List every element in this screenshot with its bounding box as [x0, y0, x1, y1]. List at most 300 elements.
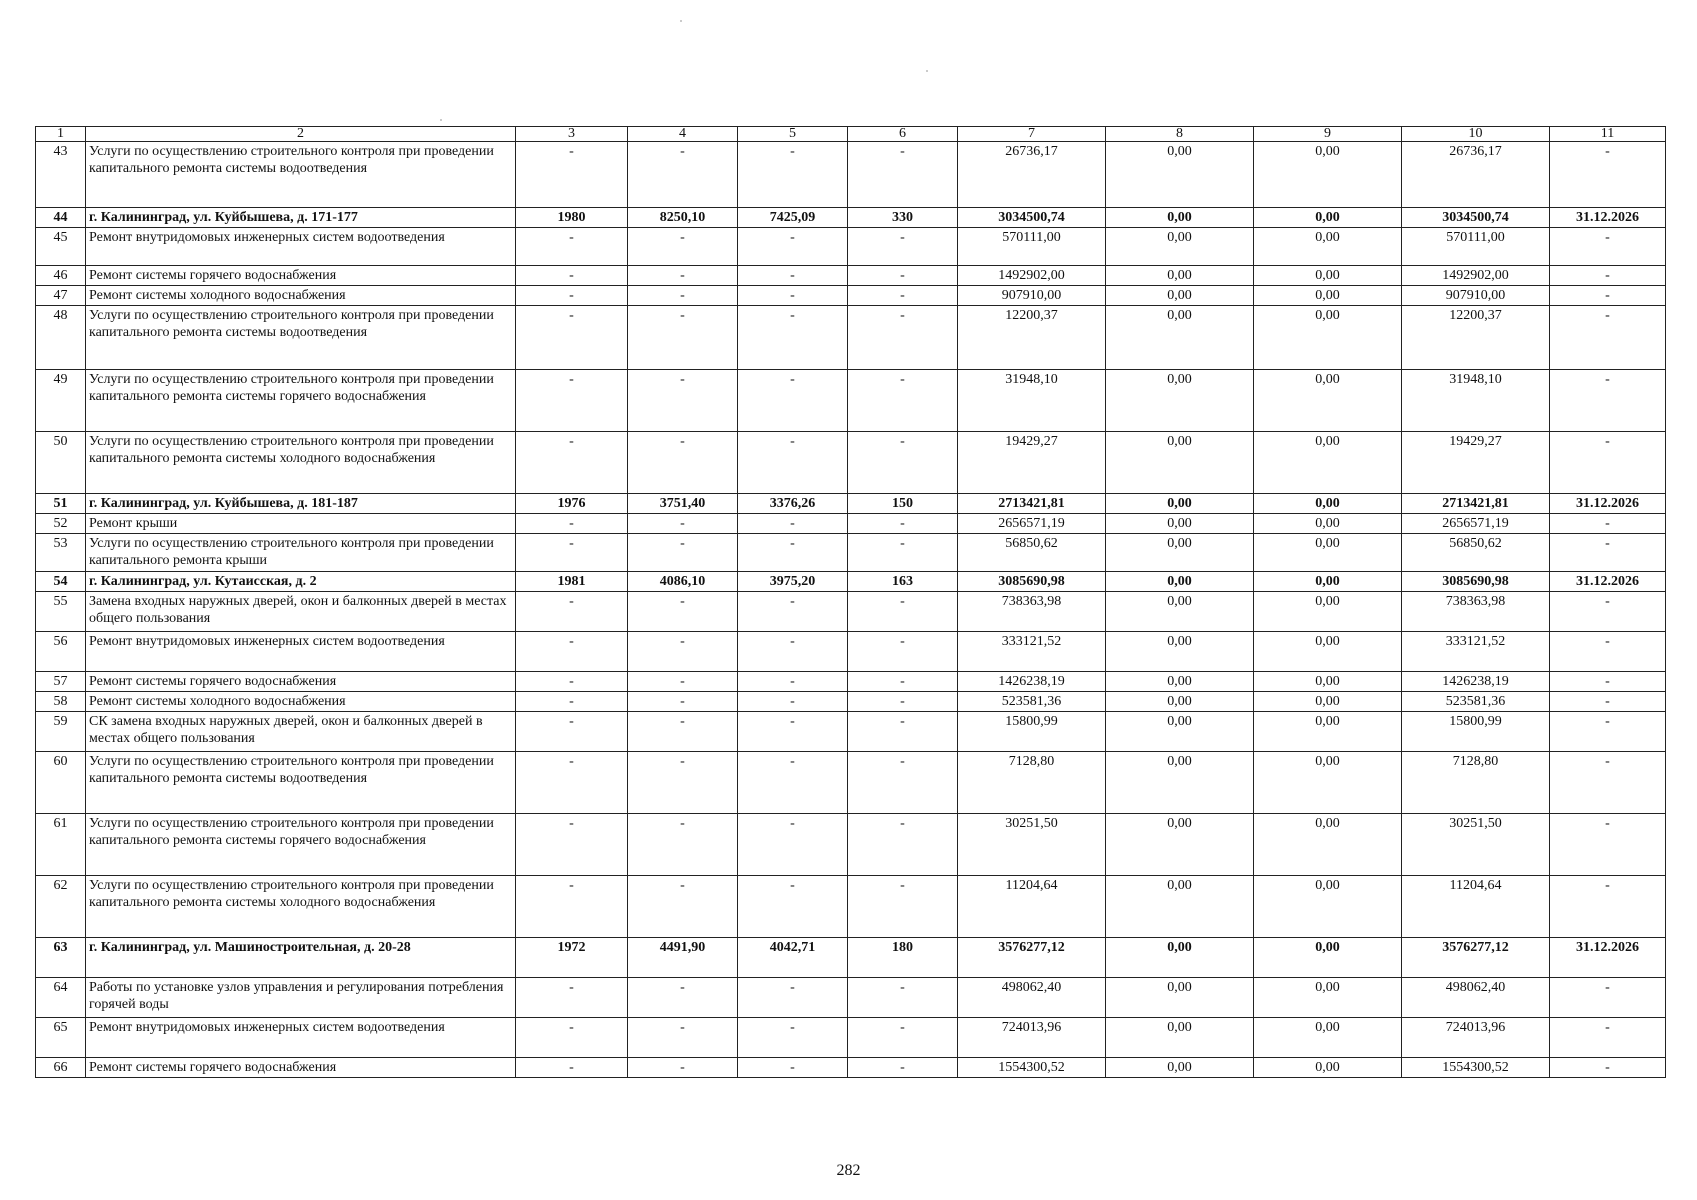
- year-cell: -: [516, 306, 628, 370]
- total-area-cell: -: [628, 514, 738, 534]
- row-number-cell: 52: [36, 514, 86, 534]
- fund-cost-cell: 3085690,98: [1402, 572, 1550, 592]
- living-area-cell: -: [738, 752, 848, 814]
- residents-cell: -: [848, 692, 958, 712]
- row-number-cell: 43: [36, 142, 86, 208]
- zero-cost-cell: 0,00: [1254, 514, 1402, 534]
- total-cost-cell: 12200,37: [958, 306, 1106, 370]
- zero-cost-cell: 0,00: [1106, 370, 1254, 432]
- residents-cell: -: [848, 266, 958, 286]
- year-cell: -: [516, 814, 628, 876]
- residents-cell: -: [848, 978, 958, 1018]
- fund-cost-cell: 30251,50: [1402, 814, 1550, 876]
- zero-cost-cell: 0,00: [1254, 712, 1402, 752]
- fund-cost-cell: 738363,98: [1402, 592, 1550, 632]
- total-cost-cell: 19429,27: [958, 432, 1106, 494]
- work-name-cell: г. Калининград, ул. Куйбышева, д. 171-177: [86, 208, 516, 228]
- residents-cell: -: [848, 286, 958, 306]
- total-cost-cell: 523581,36: [958, 692, 1106, 712]
- zero-cost-cell: 0,00: [1254, 572, 1402, 592]
- living-area-cell: -: [738, 370, 848, 432]
- residents-cell: -: [848, 752, 958, 814]
- page-number: 282: [836, 1162, 861, 1179]
- work-name-cell: СК замена входных наружных дверей, окон и балконных дверей в местах общего пользования: [86, 712, 516, 752]
- work-row: [36, 306, 1666, 370]
- zero-cost-cell: 0,00: [1106, 592, 1254, 632]
- work-name-cell: Ремонт внутридомовых инженерных систем водоотведения: [86, 632, 516, 672]
- total-cost-cell: 1554300,52: [958, 1058, 1106, 1078]
- year-cell: -: [516, 432, 628, 494]
- year-cell: -: [516, 672, 628, 692]
- year-cell: 1981: [516, 572, 628, 592]
- residents-cell: -: [848, 876, 958, 938]
- residents-cell: 150: [848, 494, 958, 514]
- residents-cell: -: [848, 432, 958, 494]
- column-number: 5: [738, 127, 848, 142]
- address-row: [36, 494, 1666, 514]
- work-row: [36, 286, 1666, 306]
- living-area-cell: -: [738, 712, 848, 752]
- total-area-cell: -: [628, 752, 738, 814]
- work-row: [36, 978, 1666, 1018]
- total-area-cell: -: [628, 672, 738, 692]
- total-cost-cell: 3576277,12: [958, 938, 1106, 978]
- total-cost-cell: 11204,64: [958, 876, 1106, 938]
- residents-cell: -: [848, 370, 958, 432]
- deadline-cell: -: [1550, 228, 1666, 266]
- year-cell: 1980: [516, 208, 628, 228]
- residents-cell: -: [848, 534, 958, 572]
- work-row: [36, 1018, 1666, 1058]
- fund-cost-cell: 523581,36: [1402, 692, 1550, 712]
- row-number-cell: 51: [36, 494, 86, 514]
- column-number: 2: [86, 127, 516, 142]
- fund-cost-cell: 19429,27: [1402, 432, 1550, 494]
- year-cell: -: [516, 876, 628, 938]
- living-area-cell: -: [738, 514, 848, 534]
- deadline-cell: -: [1550, 814, 1666, 876]
- residents-cell: -: [848, 592, 958, 632]
- fund-cost-cell: 26736,17: [1402, 142, 1550, 208]
- year-cell: -: [516, 712, 628, 752]
- deadline-cell: 31.12.2026: [1550, 208, 1666, 228]
- residents-cell: -: [848, 1058, 958, 1078]
- zero-cost-cell: 0,00: [1254, 1018, 1402, 1058]
- work-name-cell: Услуги по осуществлению строительного контроля при проведении капитального ремонта системы водоотведения: [86, 142, 516, 208]
- column-number: 1: [36, 127, 86, 142]
- zero-cost-cell: 0,00: [1106, 494, 1254, 514]
- zero-cost-cell: 0,00: [1106, 266, 1254, 286]
- total-area-cell: -: [628, 814, 738, 876]
- total-area-cell: -: [628, 266, 738, 286]
- deadline-cell: -: [1550, 978, 1666, 1018]
- column-number: 3: [516, 127, 628, 142]
- deadline-cell: -: [1550, 1058, 1666, 1078]
- zero-cost-cell: 0,00: [1254, 286, 1402, 306]
- total-cost-cell: 907910,00: [958, 286, 1106, 306]
- total-cost-cell: 15800,99: [958, 712, 1106, 752]
- total-area-cell: 8250,10: [628, 208, 738, 228]
- work-name-cell: г. Калининград, ул. Куйбышева, д. 181-187: [86, 494, 516, 514]
- deadline-cell: -: [1550, 266, 1666, 286]
- zero-cost-cell: 0,00: [1106, 142, 1254, 208]
- fund-cost-cell: 724013,96: [1402, 1018, 1550, 1058]
- year-cell: -: [516, 266, 628, 286]
- living-area-cell: 3376,26: [738, 494, 848, 514]
- year-cell: -: [516, 1058, 628, 1078]
- residents-cell: -: [848, 814, 958, 876]
- zero-cost-cell: 0,00: [1106, 752, 1254, 814]
- zero-cost-cell: 0,00: [1106, 1018, 1254, 1058]
- zero-cost-cell: 0,00: [1254, 208, 1402, 228]
- living-area-cell: -: [738, 632, 848, 672]
- work-row: [36, 876, 1666, 938]
- fund-cost-cell: 907910,00: [1402, 286, 1550, 306]
- scan-artifact: [680, 20, 682, 22]
- living-area-cell: -: [738, 814, 848, 876]
- work-name-cell: Ремонт системы холодного водоснабжения: [86, 286, 516, 306]
- deadline-cell: -: [1550, 592, 1666, 632]
- year-cell: 1972: [516, 938, 628, 978]
- zero-cost-cell: 0,00: [1254, 534, 1402, 572]
- zero-cost-cell: 0,00: [1106, 306, 1254, 370]
- zero-cost-cell: 0,00: [1106, 572, 1254, 592]
- residents-cell: -: [848, 228, 958, 266]
- deadline-cell: -: [1550, 1018, 1666, 1058]
- work-row: [36, 752, 1666, 814]
- row-number-cell: 44: [36, 208, 86, 228]
- total-cost-cell: 498062,40: [958, 978, 1106, 1018]
- column-number: 11: [1550, 127, 1666, 142]
- fund-cost-cell: 2713421,81: [1402, 494, 1550, 514]
- living-area-cell: -: [738, 1058, 848, 1078]
- row-number-cell: 59: [36, 712, 86, 752]
- zero-cost-cell: 0,00: [1106, 286, 1254, 306]
- residents-cell: 330: [848, 208, 958, 228]
- zero-cost-cell: 0,00: [1254, 142, 1402, 208]
- zero-cost-cell: 0,00: [1254, 632, 1402, 672]
- total-area-cell: 4086,10: [628, 572, 738, 592]
- residents-cell: 163: [848, 572, 958, 592]
- work-name-cell: Ремонт внутридомовых инженерных систем водоотведения: [86, 1018, 516, 1058]
- fund-cost-cell: 11204,64: [1402, 876, 1550, 938]
- total-cost-cell: 1492902,00: [958, 266, 1106, 286]
- work-name-cell: Ремонт внутридомовых инженерных систем водоотведения: [86, 228, 516, 266]
- work-name-cell: Ремонт крыши: [86, 514, 516, 534]
- work-row: [36, 814, 1666, 876]
- zero-cost-cell: 0,00: [1106, 514, 1254, 534]
- scan-artifact: [926, 70, 928, 72]
- zero-cost-cell: 0,00: [1254, 494, 1402, 514]
- zero-cost-cell: 0,00: [1254, 814, 1402, 876]
- work-row: [36, 432, 1666, 494]
- total-area-cell: -: [628, 432, 738, 494]
- zero-cost-cell: 0,00: [1254, 306, 1402, 370]
- deadline-cell: -: [1550, 286, 1666, 306]
- column-number: 6: [848, 127, 958, 142]
- total-cost-cell: 26736,17: [958, 142, 1106, 208]
- year-cell: -: [516, 632, 628, 672]
- living-area-cell: 7425,09: [738, 208, 848, 228]
- column-number: 10: [1402, 127, 1550, 142]
- deadline-cell: -: [1550, 752, 1666, 814]
- zero-cost-cell: 0,00: [1106, 876, 1254, 938]
- total-area-cell: -: [628, 286, 738, 306]
- fund-cost-cell: 1426238,19: [1402, 672, 1550, 692]
- zero-cost-cell: 0,00: [1106, 632, 1254, 672]
- address-row: [36, 572, 1666, 592]
- deadline-cell: -: [1550, 632, 1666, 672]
- total-area-cell: -: [628, 692, 738, 712]
- living-area-cell: -: [738, 978, 848, 1018]
- total-cost-cell: 1426238,19: [958, 672, 1106, 692]
- living-area-cell: -: [738, 1018, 848, 1058]
- living-area-cell: -: [738, 432, 848, 494]
- residents-cell: -: [848, 306, 958, 370]
- row-number-cell: 60: [36, 752, 86, 814]
- row-number-cell: 61: [36, 814, 86, 876]
- zero-cost-cell: 0,00: [1254, 1058, 1402, 1078]
- total-area-cell: -: [628, 534, 738, 572]
- work-name-cell: Ремонт системы холодного водоснабжения: [86, 692, 516, 712]
- deadline-cell: -: [1550, 534, 1666, 572]
- total-cost-cell: 30251,50: [958, 814, 1106, 876]
- living-area-cell: -: [738, 306, 848, 370]
- work-row: [36, 692, 1666, 712]
- work-name-cell: Замена входных наружных дверей, окон и балконных дверей в местах общего пользования: [86, 592, 516, 632]
- deadline-cell: -: [1550, 672, 1666, 692]
- total-cost-cell: 3034500,74: [958, 208, 1106, 228]
- residents-cell: -: [848, 142, 958, 208]
- living-area-cell: -: [738, 672, 848, 692]
- residents-cell: -: [848, 632, 958, 672]
- address-row: [36, 938, 1666, 978]
- row-number-cell: 64: [36, 978, 86, 1018]
- deadline-cell: -: [1550, 514, 1666, 534]
- total-cost-cell: 570111,00: [958, 228, 1106, 266]
- total-area-cell: -: [628, 632, 738, 672]
- work-row: [36, 266, 1666, 286]
- column-number: 7: [958, 127, 1106, 142]
- row-number-cell: 45: [36, 228, 86, 266]
- residents-cell: -: [848, 1018, 958, 1058]
- total-area-cell: -: [628, 712, 738, 752]
- year-cell: -: [516, 534, 628, 572]
- zero-cost-cell: 0,00: [1106, 432, 1254, 494]
- row-number-cell: 53: [36, 534, 86, 572]
- total-area-cell: -: [628, 876, 738, 938]
- year-cell: -: [516, 370, 628, 432]
- fund-cost-cell: 498062,40: [1402, 978, 1550, 1018]
- living-area-cell: 3975,20: [738, 572, 848, 592]
- work-name-cell: г. Калининград, ул. Машиностроительная, д. 20-28: [86, 938, 516, 978]
- work-name-cell: Услуги по осуществлению строительного контроля при проведении капитального ремонта крыши: [86, 534, 516, 572]
- row-number-cell: 63: [36, 938, 86, 978]
- work-name-cell: Ремонт системы горячего водоснабжения: [86, 266, 516, 286]
- deadline-cell: -: [1550, 692, 1666, 712]
- row-number-cell: 56: [36, 632, 86, 672]
- work-row: [36, 228, 1666, 266]
- zero-cost-cell: 0,00: [1106, 938, 1254, 978]
- work-name-cell: Услуги по осуществлению строительного контроля при проведении капитального ремонта системы холодного водоснабжения: [86, 876, 516, 938]
- work-row: [36, 632, 1666, 672]
- zero-cost-cell: 0,00: [1106, 1058, 1254, 1078]
- column-number: 9: [1254, 127, 1402, 142]
- residents-cell: -: [848, 514, 958, 534]
- work-row: [36, 672, 1666, 692]
- zero-cost-cell: 0,00: [1254, 938, 1402, 978]
- total-area-cell: -: [628, 978, 738, 1018]
- year-cell: -: [516, 1018, 628, 1058]
- total-area-cell: -: [628, 306, 738, 370]
- residents-cell: 180: [848, 938, 958, 978]
- column-number-row: [36, 127, 1666, 142]
- total-area-cell: 4491,90: [628, 938, 738, 978]
- deadline-cell: -: [1550, 370, 1666, 432]
- column-number: 4: [628, 127, 738, 142]
- deadline-cell: 31.12.2026: [1550, 572, 1666, 592]
- zero-cost-cell: 0,00: [1106, 692, 1254, 712]
- work-row: [36, 142, 1666, 208]
- row-number-cell: 55: [36, 592, 86, 632]
- living-area-cell: -: [738, 592, 848, 632]
- deadline-cell: -: [1550, 712, 1666, 752]
- total-cost-cell: 738363,98: [958, 592, 1106, 632]
- living-area-cell: -: [738, 266, 848, 286]
- fund-cost-cell: 1554300,52: [1402, 1058, 1550, 1078]
- zero-cost-cell: 0,00: [1254, 228, 1402, 266]
- work-name-cell: Услуги по осуществлению строительного контроля при проведении капитального ремонта системы холодного водоснабжения: [86, 432, 516, 494]
- total-area-cell: -: [628, 1018, 738, 1058]
- row-number-cell: 54: [36, 572, 86, 592]
- total-cost-cell: 31948,10: [958, 370, 1106, 432]
- row-number-cell: 65: [36, 1018, 86, 1058]
- living-area-cell: -: [738, 286, 848, 306]
- deadline-cell: 31.12.2026: [1550, 494, 1666, 514]
- fund-cost-cell: 1492902,00: [1402, 266, 1550, 286]
- zero-cost-cell: 0,00: [1254, 592, 1402, 632]
- zero-cost-cell: 0,00: [1254, 752, 1402, 814]
- row-number-cell: 66: [36, 1058, 86, 1078]
- work-name-cell: Услуги по осуществлению строительного контроля при проведении капитального ремонта системы горячего водоснабжения: [86, 370, 516, 432]
- year-cell: -: [516, 752, 628, 814]
- deadline-cell: 31.12.2026: [1550, 938, 1666, 978]
- fund-cost-cell: 56850,62: [1402, 534, 1550, 572]
- zero-cost-cell: 0,00: [1106, 814, 1254, 876]
- year-cell: 1976: [516, 494, 628, 514]
- deadline-cell: -: [1550, 876, 1666, 938]
- work-name-cell: г. Калининград, ул. Кутаисская, д. 2: [86, 572, 516, 592]
- zero-cost-cell: 0,00: [1254, 672, 1402, 692]
- deadline-cell: -: [1550, 142, 1666, 208]
- residents-cell: -: [848, 672, 958, 692]
- row-number-cell: 57: [36, 672, 86, 692]
- year-cell: -: [516, 142, 628, 208]
- work-name-cell: Услуги по осуществлению строительного контроля при проведении капитального ремонта системы горячего водоснабжения: [86, 814, 516, 876]
- total-cost-cell: 3085690,98: [958, 572, 1106, 592]
- fund-cost-cell: 31948,10: [1402, 370, 1550, 432]
- row-number-cell: 47: [36, 286, 86, 306]
- living-area-cell: -: [738, 228, 848, 266]
- zero-cost-cell: 0,00: [1254, 876, 1402, 938]
- living-area-cell: -: [738, 534, 848, 572]
- living-area-cell: 4042,71: [738, 938, 848, 978]
- zero-cost-cell: 0,00: [1106, 228, 1254, 266]
- row-number-cell: 50: [36, 432, 86, 494]
- fund-cost-cell: 3034500,74: [1402, 208, 1550, 228]
- zero-cost-cell: 0,00: [1106, 978, 1254, 1018]
- total-area-cell: -: [628, 370, 738, 432]
- work-name-cell: Работы по установке узлов управления и регулирования потребления горячей воды: [86, 978, 516, 1018]
- address-row: [36, 208, 1666, 228]
- total-cost-cell: 2713421,81: [958, 494, 1106, 514]
- work-row: [36, 534, 1666, 572]
- total-cost-cell: 2656571,19: [958, 514, 1106, 534]
- fund-cost-cell: 570111,00: [1402, 228, 1550, 266]
- living-area-cell: -: [738, 692, 848, 712]
- zero-cost-cell: 0,00: [1106, 672, 1254, 692]
- living-area-cell: -: [738, 142, 848, 208]
- residents-cell: -: [848, 712, 958, 752]
- work-name-cell: Ремонт системы горячего водоснабжения: [86, 672, 516, 692]
- year-cell: -: [516, 592, 628, 632]
- deadline-cell: -: [1550, 306, 1666, 370]
- fund-cost-cell: 15800,99: [1402, 712, 1550, 752]
- total-cost-cell: 56850,62: [958, 534, 1106, 572]
- row-number-cell: 58: [36, 692, 86, 712]
- scan-artifact: [440, 119, 442, 121]
- year-cell: -: [516, 692, 628, 712]
- document-table-container: [35, 126, 1665, 1078]
- total-area-cell: -: [628, 228, 738, 266]
- row-number-cell: 49: [36, 370, 86, 432]
- total-cost-cell: 7128,80: [958, 752, 1106, 814]
- zero-cost-cell: 0,00: [1106, 208, 1254, 228]
- fund-cost-cell: 2656571,19: [1402, 514, 1550, 534]
- total-area-cell: 3751,40: [628, 494, 738, 514]
- row-number-cell: 46: [36, 266, 86, 286]
- total-cost-cell: 333121,52: [958, 632, 1106, 672]
- zero-cost-cell: 0,00: [1106, 712, 1254, 752]
- work-row: [36, 370, 1666, 432]
- work-name-cell: Услуги по осуществлению строительного контроля при проведении капитального ремонта системы водоотведения: [86, 306, 516, 370]
- work-row: [36, 712, 1666, 752]
- zero-cost-cell: 0,00: [1254, 432, 1402, 494]
- row-number-cell: 48: [36, 306, 86, 370]
- work-row: [36, 1058, 1666, 1078]
- fund-cost-cell: 3576277,12: [1402, 938, 1550, 978]
- document-table: [35, 126, 1666, 1078]
- work-row: [36, 514, 1666, 534]
- zero-cost-cell: 0,00: [1254, 266, 1402, 286]
- work-name-cell: Ремонт системы горячего водоснабжения: [86, 1058, 516, 1078]
- total-area-cell: -: [628, 1058, 738, 1078]
- total-area-cell: -: [628, 592, 738, 632]
- fund-cost-cell: 7128,80: [1402, 752, 1550, 814]
- fund-cost-cell: 333121,52: [1402, 632, 1550, 672]
- total-cost-cell: 724013,96: [958, 1018, 1106, 1058]
- year-cell: -: [516, 514, 628, 534]
- work-name-cell: Услуги по осуществлению строительного контроля при проведении капитального ремонта системы водоотведения: [86, 752, 516, 814]
- living-area-cell: -: [738, 876, 848, 938]
- year-cell: -: [516, 286, 628, 306]
- total-area-cell: -: [628, 142, 738, 208]
- year-cell: -: [516, 228, 628, 266]
- zero-cost-cell: 0,00: [1254, 692, 1402, 712]
- zero-cost-cell: 0,00: [1106, 534, 1254, 572]
- year-cell: -: [516, 978, 628, 1018]
- row-number-cell: 62: [36, 876, 86, 938]
